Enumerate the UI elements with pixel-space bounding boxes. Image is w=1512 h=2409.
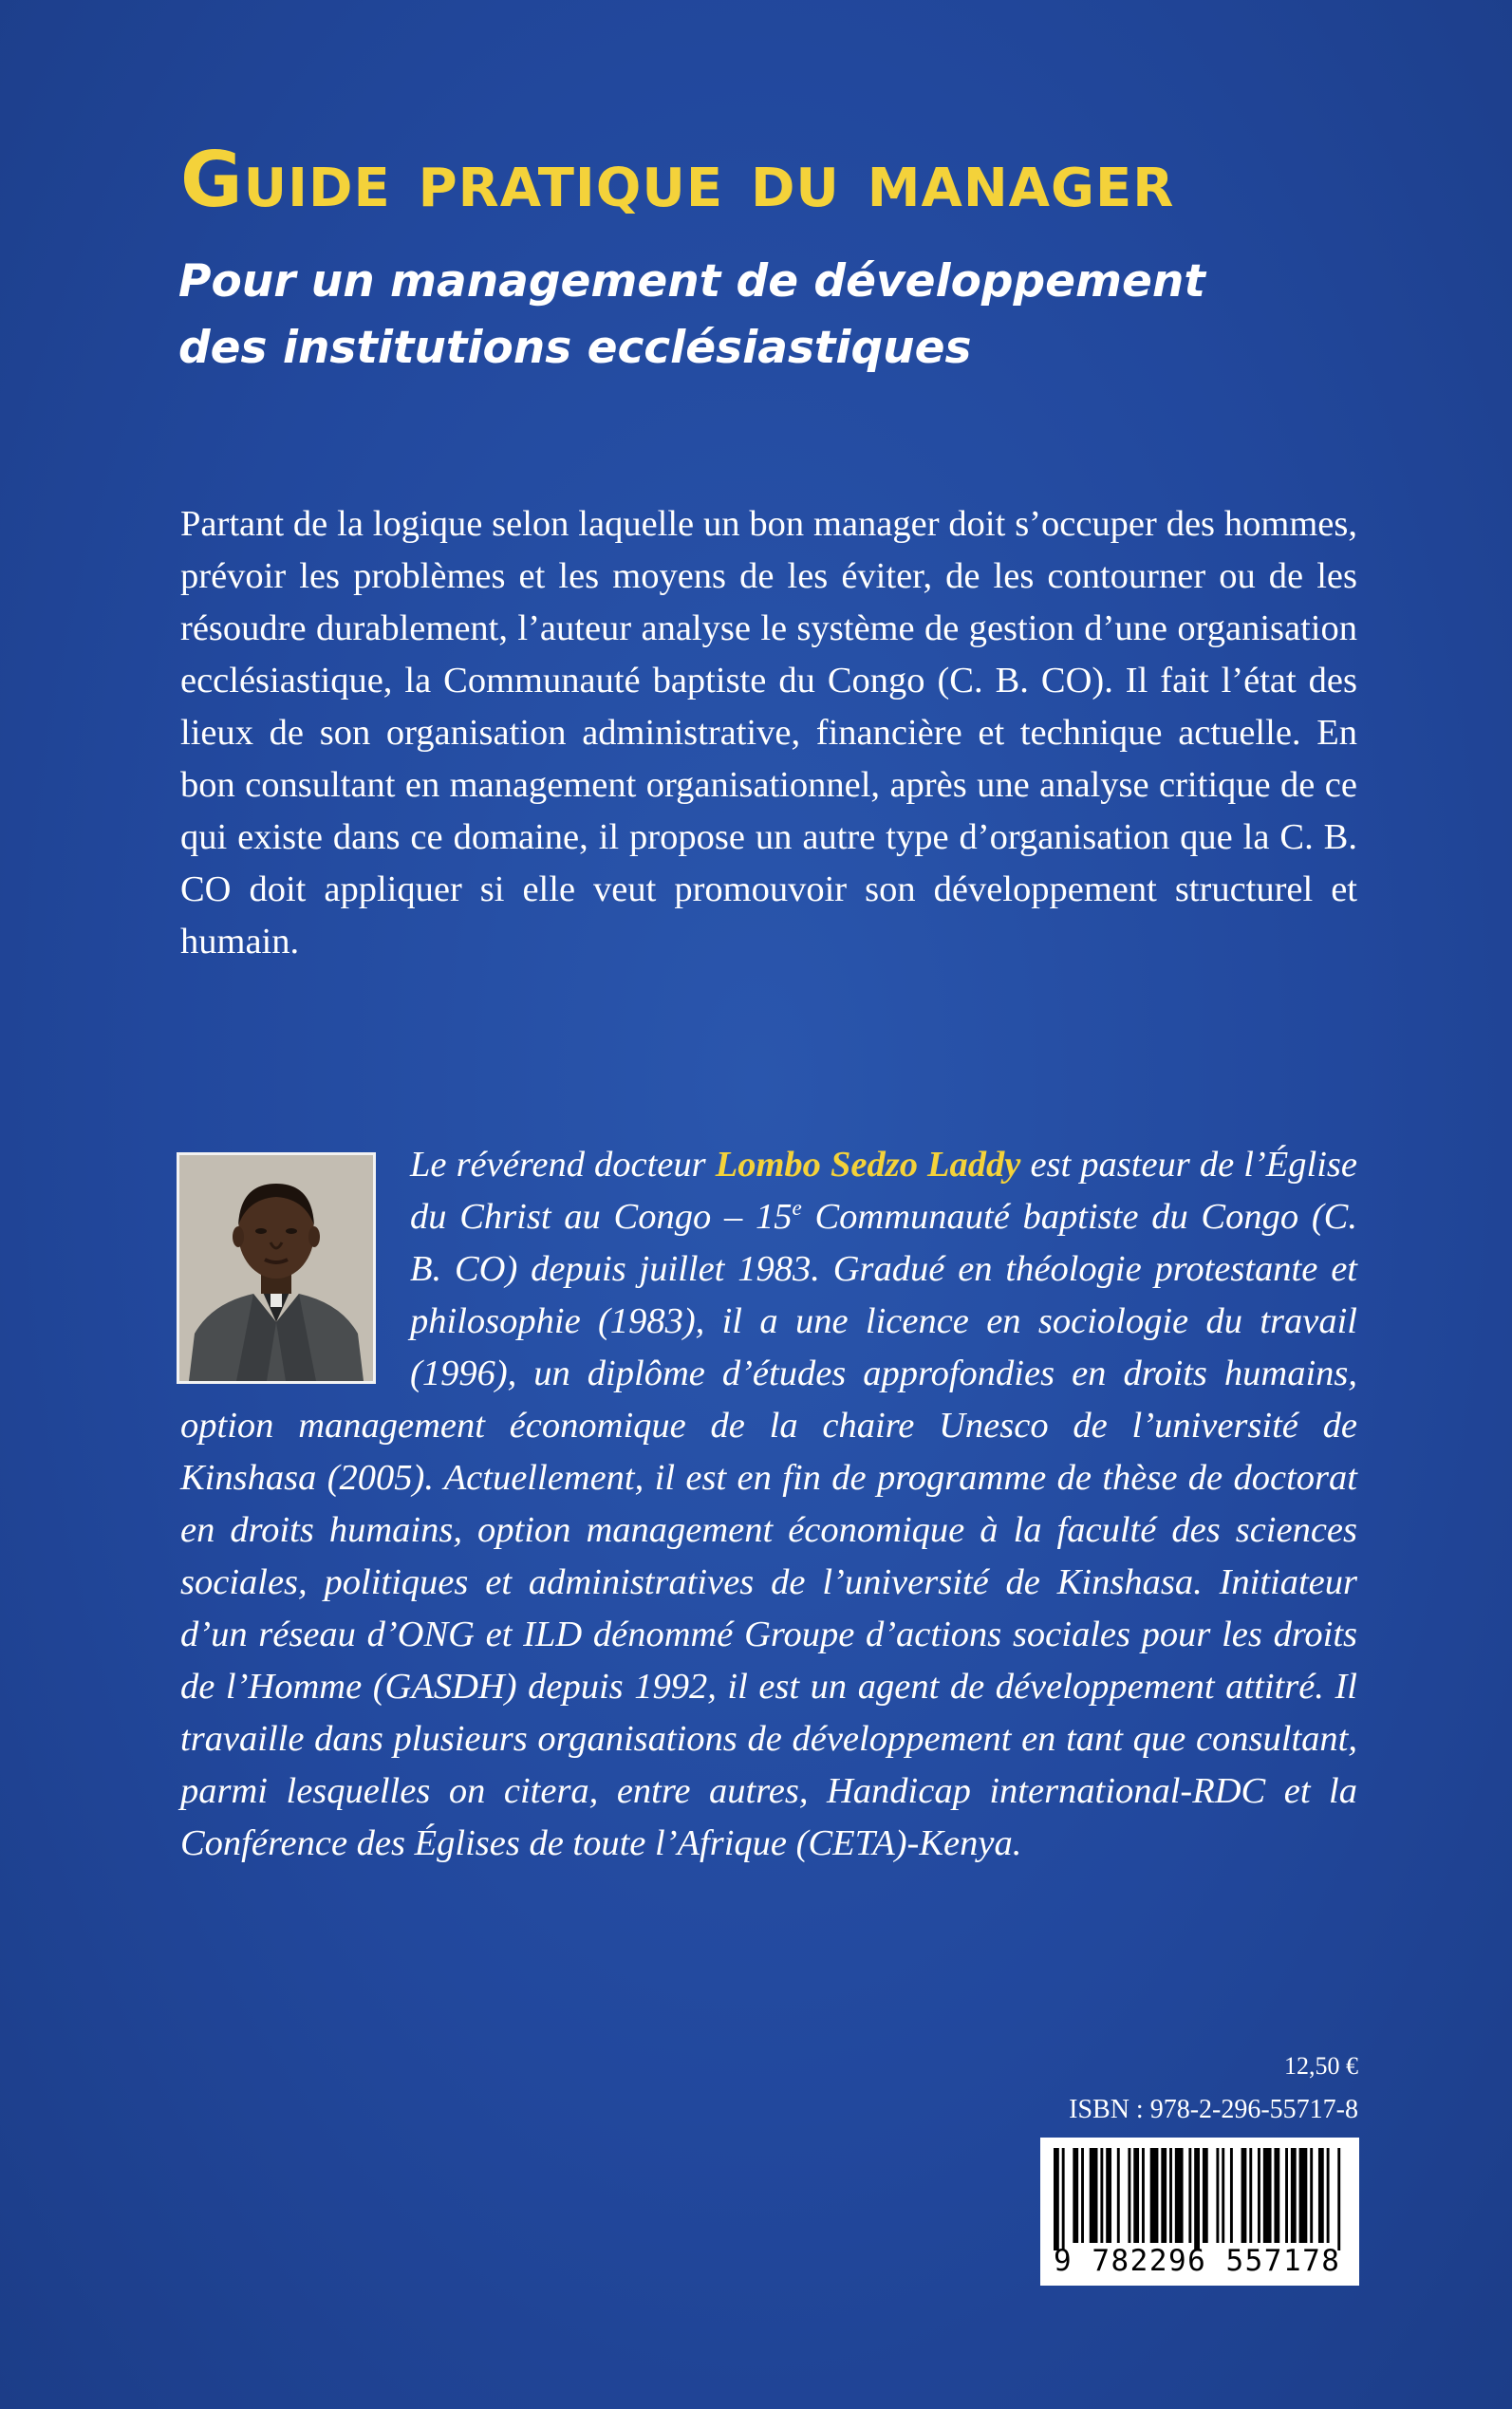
barcode-bar <box>1258 2148 1260 2243</box>
book-summary: Partant de la logique selon laquelle un bon manager doit s’occuper des hommes, prévoir les problèmes et les moyens de les éviter, de les contourner ou de les résoudre durablement, l’auteur analyse le système de gestion d’une organisation ecclésiastique, la Communauté baptiste du Congo (C. B. CO). Il fait l’état des lieux de son organisation administrative, financière et technique actuelle. En bon consultant en management organisationnel, après une analyse critique de ce qui existe dans ce domaine, il propose un autre type d’organisation que la C. B. CO doit appliquer si elle veut promouvoir son développement structurel et humain. <box>180 504 1357 962</box>
barcode-bar <box>1054 2148 1059 2250</box>
author-biography <box>180 1139 1357 1870</box>
bio-part-1: est pasteur de l’Église du Christ au Congo – 15 <box>410 1145 1357 1237</box>
barcode-bar <box>1117 2148 1120 2243</box>
barcode-bar <box>1128 2148 1130 2243</box>
barcode-bar <box>1249 2148 1252 2243</box>
book-subtitle <box>178 249 1317 382</box>
barcode-bar <box>1161 2148 1167 2243</box>
isbn-label: ISBN : 978-2-296-55717-8 <box>1069 2095 1358 2124</box>
subtitle-line-1: Pour un management de développement <box>178 255 1205 308</box>
barcode-bar <box>1318 2148 1324 2243</box>
barcode-bar <box>1100 2148 1103 2243</box>
barcode-bar <box>1230 2148 1233 2243</box>
barcode-bar <box>1194 2148 1200 2250</box>
bio-part-2: Communauté baptiste du Congo (C. B. CO) depuis juillet 1983. Gradué en théologie protestante et philosophie (1983), il a une licence en sociologie du travail (1996), un diplôme d’études approfondies en droits humains, option management économique de la chaire Unesco de l’université de Kinshasa (2005). Actuellement, il est en fin de programme de thèse de doctorat en droits humains, option management économique à la faculté des sciences sociales, politiques et administratives de l’université de Kinshasa. Initiateur d’un réseau d’ONG et ILD dénommé Groupe d’actions sociales pour les droits de l’Homme (GASDH) depuis 1992, il est un agent de développement attitré. Il travaille dans plusieurs organisations de développement en tant que consultant, parmi lesquelles on citera, entre autres, Handicap international-RDC et la Conférence des Églises de toute l’Afrique (CETA)-Kenya. <box>180 1197 1357 1863</box>
bio-ordinal-superscript: e <box>792 1195 802 1221</box>
barcode-bar <box>1310 2148 1313 2243</box>
barcode-bar <box>1216 2148 1219 2243</box>
barcode-bar <box>1150 2148 1159 2243</box>
photo-spacer <box>180 1139 410 1400</box>
barcode-bar <box>1133 2148 1139 2243</box>
price-label: 12,50 € <box>1284 2052 1358 2080</box>
barcode-bar <box>1263 2148 1272 2243</box>
subtitle-line-2: des institutions ecclésiastiques <box>178 322 972 374</box>
barcode-bar <box>1106 2148 1111 2243</box>
barcode-digits: 9 782296 557178 <box>1054 2244 1341 2278</box>
book-title: Guide pratique du manager <box>180 136 1175 224</box>
author-name: Lombo Sedzo Laddy <box>715 1145 1021 1185</box>
barcode-bar <box>1081 2148 1084 2243</box>
barcode-bar <box>1062 2148 1065 2250</box>
barcode-bar <box>1175 2148 1184 2243</box>
barcode-bar <box>1241 2148 1247 2243</box>
barcode-bar <box>1299 2148 1308 2243</box>
barcode-bar <box>1090 2148 1098 2243</box>
barcode-bar <box>1285 2148 1288 2243</box>
barcode-bar <box>1337 2148 1340 2250</box>
barcode-bar <box>1291 2148 1297 2243</box>
barcode <box>1040 2138 1359 2286</box>
barcode-bar <box>1222 2148 1224 2243</box>
barcode-bar <box>1203 2148 1208 2243</box>
barcode-bar <box>1327 2148 1330 2243</box>
barcode-bars-image <box>1054 2148 1346 2250</box>
barcode-bar <box>1188 2148 1191 2243</box>
bio-intro: Le révérend docteur <box>410 1145 716 1185</box>
barcode-bar <box>1274 2148 1279 2243</box>
barcode-bar <box>1073 2148 1078 2243</box>
barcode-bar <box>1169 2148 1172 2243</box>
barcode-bar <box>1142 2148 1145 2243</box>
